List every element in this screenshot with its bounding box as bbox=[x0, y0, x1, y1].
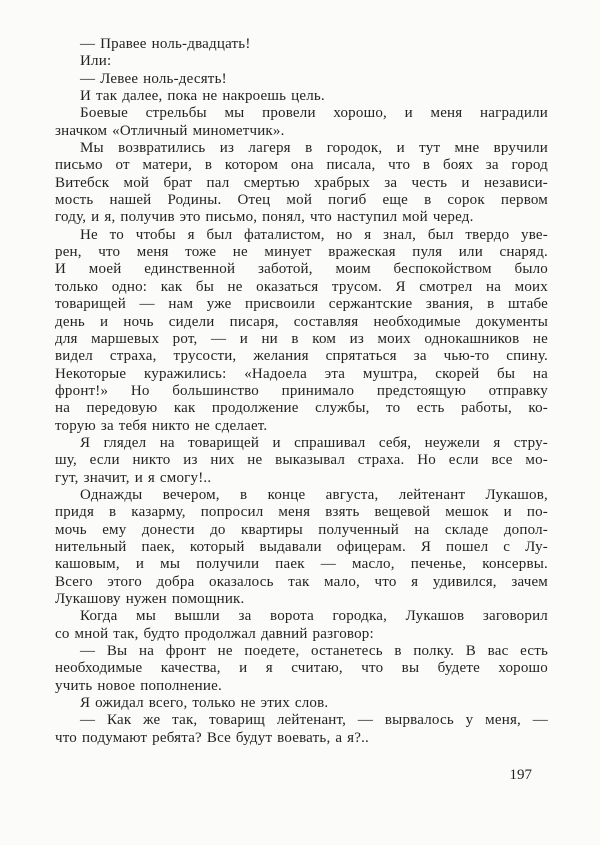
text-line: рен, что меня тоже не минует вражеская пуля или снаряд. bbox=[55, 244, 548, 261]
text-line: для маршевых рот, — и ни в ком из моих однокашников не bbox=[55, 330, 548, 347]
text-line: Мы возвратились из лагеря в городок, и тут мне вручили bbox=[80, 140, 548, 157]
text-line: кашовым, и мы получили паек — масло, печенье, консервы. bbox=[55, 556, 548, 573]
paragraph bbox=[55, 36, 548, 53]
paragraph bbox=[55, 487, 548, 608]
paragraph bbox=[55, 53, 548, 70]
paragraph bbox=[55, 105, 548, 140]
text-line: со мной так, будто продолжал давний разговор: bbox=[55, 625, 374, 642]
text-line: нительный паек, который выдавали офицерам. Я пошел с Лу- bbox=[55, 538, 548, 555]
text-line: только одно: как бы не оказаться трусом. Я смотрел на моих bbox=[55, 278, 548, 295]
text-line: Некоторые куражились: «Надоела эта муштра, скорей бы на bbox=[55, 365, 548, 382]
text-line: мочь ему донести до квартиры полученный на складе допол- bbox=[55, 521, 548, 538]
text-line: письмо от матери, в котором она писала, что в боях за город bbox=[55, 157, 548, 174]
paragraph bbox=[55, 140, 548, 227]
text-line: учить новое пополнение. bbox=[55, 677, 222, 694]
paragraph bbox=[55, 643, 548, 695]
text-line: видел страха, трусости, желания спрятаться за чью-то спину. bbox=[55, 348, 548, 365]
text-line: — Правее ноль-двадцать! bbox=[80, 36, 251, 52]
text-line: — Левее ноль-десять! bbox=[80, 70, 227, 87]
text-line: на передовую как продолжение службы, то есть работы, ко- bbox=[55, 400, 548, 417]
paragraph bbox=[55, 712, 548, 747]
text-line: Однажды вечером, в конце августа, лейтенант Лукашов, bbox=[80, 486, 548, 503]
text-line: мость нашей Родины. Отец мой погиб еще в сорок первом bbox=[55, 192, 548, 209]
text-line: гут, значит, и я смогу!.. bbox=[55, 469, 212, 486]
page-text bbox=[55, 36, 548, 747]
text-line: Я ожидал всего, только не этих слов. bbox=[80, 695, 329, 712]
paragraph bbox=[55, 435, 548, 487]
page-number: 197 bbox=[509, 767, 532, 783]
text-line: И моей единственной заботой, моим беспокойством было bbox=[55, 261, 548, 278]
text-line: Лукашову нужен помощник. bbox=[55, 591, 245, 607]
text-line: значком «Отличный минометчик». bbox=[55, 122, 285, 139]
text-line: И так далее, пока не накроешь цель. bbox=[80, 88, 325, 105]
text-line: — Как же так, товарищ лейтенант, — вырвалось у меня, — bbox=[80, 712, 548, 729]
text-line: что подумают ребята? Все будут воевать, а я?.. bbox=[55, 729, 370, 746]
text-line: Я глядел на товарищей и спрашивал себя, неужели я стру- bbox=[80, 434, 548, 451]
text-line: Боевые стрельбы мы провели хорошо, и меня наградили bbox=[80, 105, 548, 122]
text-line: торую за тебя никто не сделает. bbox=[55, 417, 268, 434]
paragraph bbox=[55, 608, 548, 643]
paragraph bbox=[55, 88, 548, 105]
text-line: — Вы на фронт не поедете, останетесь в полку. В вас есть bbox=[80, 643, 548, 660]
text-line: году, и я, получив это письмо, понял, что наступил мой черед. bbox=[55, 209, 474, 226]
text-line: Не то чтобы я был фаталистом, но я знал, был твердо уве- bbox=[80, 226, 548, 243]
text-line: товарищей — нам уже присвоили сержантские звания, в штабе bbox=[55, 296, 548, 313]
text-line: Или: bbox=[80, 53, 112, 70]
paragraph bbox=[55, 695, 548, 712]
text-line: придя в казарму, попросил меня взять вещевой мешок и по- bbox=[55, 504, 548, 521]
text-line: день и ночь сидели писаря, составляя необходимые документы bbox=[55, 313, 548, 330]
text-line: шу, если никто из них не выказывал страха. Но если все мо- bbox=[55, 452, 548, 469]
text-line: фронт!» Но большинство принимало предстоящую отправку bbox=[55, 382, 548, 399]
paragraph bbox=[55, 71, 548, 88]
text-line: Когда мы вышли за ворота городка, Лукашов заговорил bbox=[80, 608, 548, 625]
text-line: необходимые качества, и я считаю, что вы будете хорошо bbox=[55, 660, 548, 677]
text-line: Витебск мой брат пал смертью храбрых за честь и независи- bbox=[55, 174, 548, 191]
paragraph bbox=[55, 227, 548, 435]
text-line: Всего этого добра оказалось так мало, что я удивился, зачем bbox=[55, 573, 548, 590]
